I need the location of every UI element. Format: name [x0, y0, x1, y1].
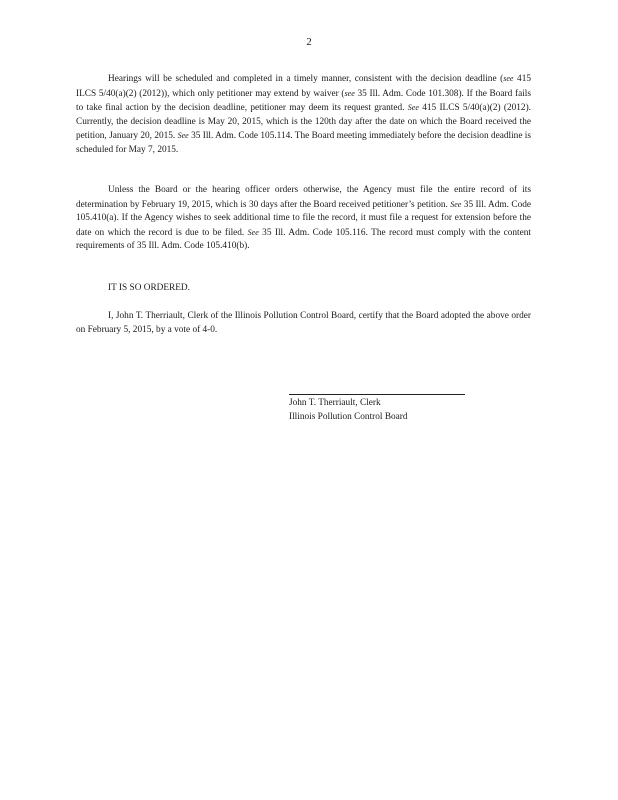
- paragraph-certification: [76, 310, 531, 337]
- signal-see: see: [344, 88, 355, 98]
- paragraph-so-ordered: [76, 282, 531, 296]
- signal-see: See: [407, 103, 419, 113]
- text: Unless the Board or the hearing officer orders otherwise, the Agency must file the entire record of its determination by February 19, 2015, which is 30 days after the Board received petitioner’s petition.: [76, 185, 531, 210]
- signal-see: See: [247, 227, 259, 237]
- signal-see: see: [503, 74, 514, 83]
- text: 35 Ill. Adm. Code 105.116. The record must comply with the content requirements of 35 Ill. Adm. Code 105.410(b).: [76, 227, 531, 252]
- signature-line: [289, 394, 465, 395]
- signal-see: See: [450, 199, 462, 209]
- signal-see: See: [177, 131, 189, 141]
- signature-organization: Illinois Pollution Control Board: [289, 412, 408, 422]
- text: 415 ILCS 5/40(a)(2) (2012)), which only petitioner may extend by waiver (: [76, 74, 531, 99]
- text: Hearings will be scheduled and completed in a timely manner, consistent with the decision deadline (: [108, 74, 504, 84]
- text: 35 Ill. Adm. Code 101.308). If the Board fails to take final action by the decision deadline, petitioner may deem its request granted.: [76, 88, 531, 114]
- page-number: 2: [306, 36, 312, 48]
- paragraph-record: [76, 184, 531, 254]
- text: 415 ILCS 5/40(a)(2) (2012). Currently, the decision deadline is May 20, 2015, which is the 120th day after the date on which the Board received the petition, January 20, 2015.: [76, 103, 531, 142]
- signature-name: John T. Therriault, Clerk: [289, 398, 381, 408]
- so-ordered-text: IT IS SO ORDERED.: [108, 283, 190, 293]
- text: 35 Ill. Adm. Code 105.410(a). If the Agency wishes to seek additional time to file the record, it must file a request for extension before the date on which the record is due to be filed.: [76, 199, 531, 238]
- certification-text: I, John T. Therriault, Clerk of the Illinois Pollution Control Board, certify that the Board adopted the above order on February 5, 2015, by a vote of 4-0.: [76, 311, 531, 335]
- paragraph-hearings: [76, 72, 531, 158]
- text: 35 Ill. Adm. Code 105.114. The Board meeting immediately before the decision deadline is scheduled for May 7, 2015.: [76, 131, 531, 155]
